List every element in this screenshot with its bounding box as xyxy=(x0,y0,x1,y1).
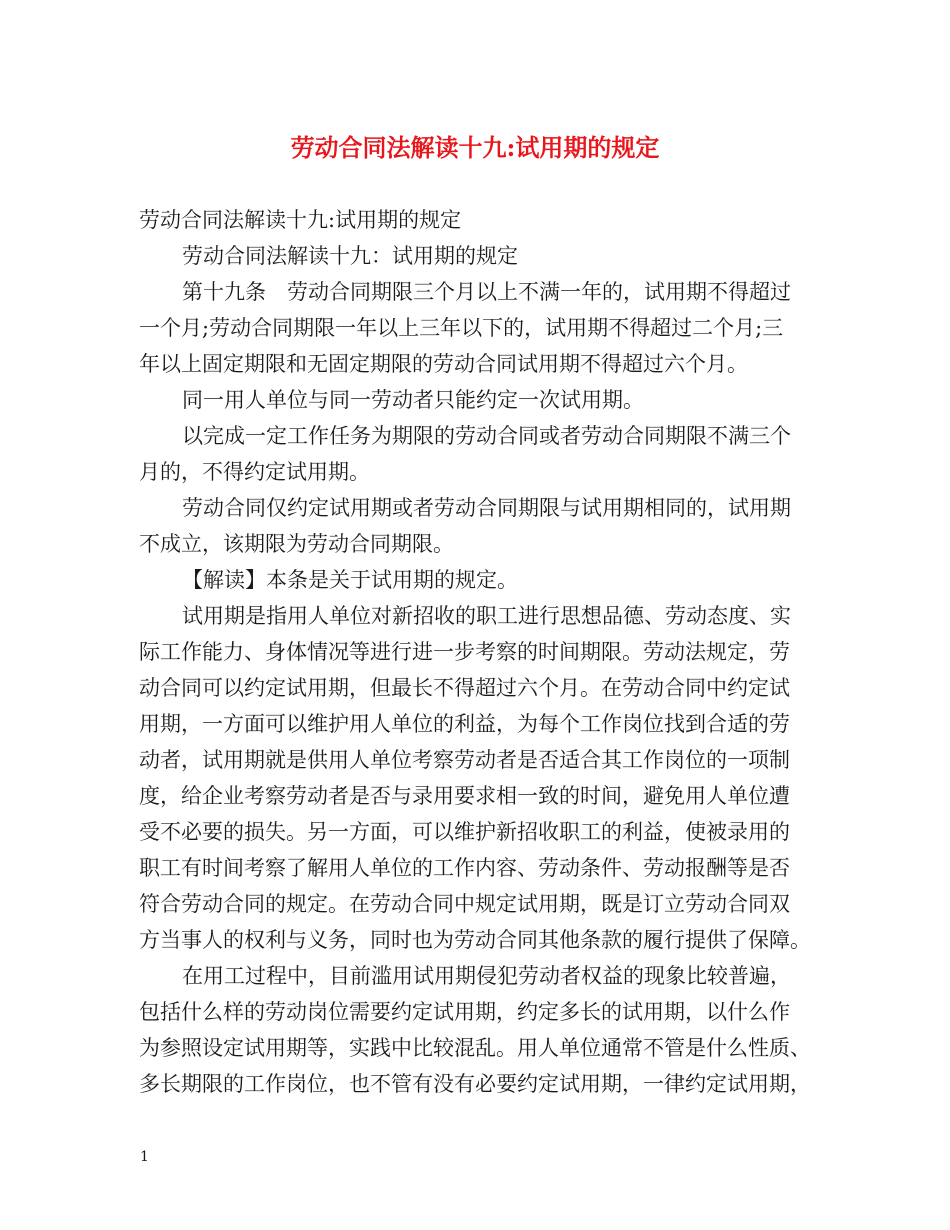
page-number: 1 xyxy=(140,1149,149,1165)
text-line: 一个月;劳动合同期限一年以上三年以下的，试用期不得超过二个月;三 xyxy=(139,316,784,340)
text-line: 劳动合同法解读十九:试用期的规定 xyxy=(139,208,462,232)
document-body xyxy=(139,202,819,1102)
text-line: 月的，不得约定试用期。 xyxy=(139,460,370,484)
text-line: 试用期是指用人单位对新招收的职工进行思想品德、劳动态度、实 xyxy=(182,604,791,628)
text-line: 在用工过程中，目前滥用试用期侵犯劳动者权益的现象比较普遍， xyxy=(182,964,791,988)
text-line: 用期，一方面可以维护用人单位的利益，为每个工作岗位找到合适的劳 xyxy=(139,712,790,736)
text-line: 方当事人的权利与义务，同时也为劳动合同其他条款的履行提供了保障。 xyxy=(139,928,811,952)
text-line: 劳动合同仅约定试用期或者劳动合同期限与试用期相同的，试用期 xyxy=(182,496,791,520)
text-line: 职工有时间考察了解用人单位的工作内容、劳动条件、劳动报酬等是否 xyxy=(139,856,790,880)
text-line: 【解读】本条是关于试用期的规定。 xyxy=(182,568,518,592)
text-line: 不成立，该期限为劳动合同期限。 xyxy=(139,532,454,556)
text-line: 多长期限的工作岗位，也不管有没有必要约定试用期，一律约定试用期， xyxy=(139,1072,811,1096)
text-line: 际工作能力、身体情况等进行进一步考察的时间期限。劳动法规定，劳 xyxy=(139,640,790,664)
text-line: 包括什么样的劳动岗位需要约定试用期，约定多长的试用期，以什么作 xyxy=(139,1000,790,1024)
text-line: 动者，试用期就是供用人单位考察劳动者是否适合其工作岗位的一项制 xyxy=(139,748,790,772)
text-line: 年以上固定期限和无固定期限的劳动合同试用期不得超过六个月。 xyxy=(139,352,748,376)
text-line: 劳动合同法解读十九：试用期的规定 xyxy=(182,244,518,268)
text-line: 第十九条 劳动合同期限三个月以上不满一年的，试用期不得超过 xyxy=(182,280,791,304)
text-line: 以完成一定工作任务为期限的劳动合同或者劳动合同期限不满三个 xyxy=(182,424,791,448)
document-title: 劳动合同法解读十九:试用期的规定 xyxy=(290,133,660,162)
text-line: 受不必要的损失。另一方面，可以维护新招收职工的利益，使被录用的 xyxy=(139,820,790,844)
text-line: 符合劳动合同的规定。在劳动合同中规定试用期，既是订立劳动合同双 xyxy=(139,892,790,916)
text-line: 度，给企业考察劳动者是否与录用要求相一致的时间，避免用人单位遭 xyxy=(139,784,790,808)
text-line: 同一用人单位与同一劳动者只能约定一次试用期。 xyxy=(182,388,644,412)
text-line: 为参照设定试用期等，实践中比较混乱。用人单位通常不管是什么性质、 xyxy=(139,1036,811,1060)
text-line: 动合同可以约定试用期，但最长不得超过六个月。在劳动合同中约定试 xyxy=(139,676,790,700)
